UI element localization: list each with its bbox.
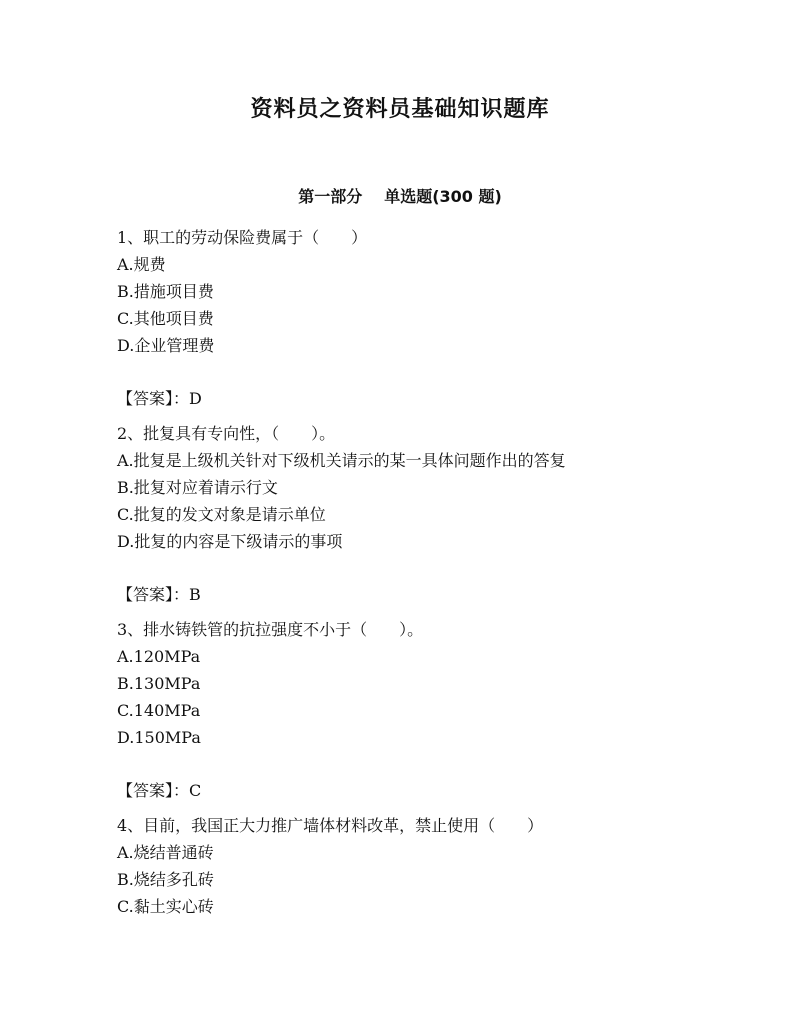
- option-b: B.批复对应着请示行文: [117, 478, 278, 497]
- answer-value: C: [189, 781, 202, 800]
- option-d: D.企业管理费: [117, 336, 215, 355]
- option-c: C.批复的发文对象是请示单位: [117, 505, 326, 524]
- option-a: A.烧结普通砖: [117, 843, 214, 862]
- section-part: 第一部分: [298, 187, 363, 206]
- answer-line: [117, 385, 757, 412]
- option-c: C.其他项目费: [117, 309, 214, 328]
- option-d: D.批复的内容是下级请示的事项: [117, 532, 343, 551]
- section-title: [0, 184, 800, 207]
- answer-line: [117, 777, 757, 804]
- option-a: A.规费: [117, 255, 166, 274]
- option-b: B.措施项目费: [117, 282, 214, 301]
- question-stem: 1、职工的劳动保险费属于（ ）: [117, 228, 368, 247]
- option-a: A.批复是上级机关针对下级机关请示的某一具体问题作出的答复: [117, 451, 566, 470]
- answer-label: 【答案】：: [117, 585, 190, 604]
- option-b: B.烧结多孔砖: [117, 870, 214, 889]
- option-c: C.黏土实心砖: [117, 897, 214, 916]
- answer-value: D: [189, 389, 202, 408]
- question-3: [117, 616, 757, 804]
- option-a: A.120MPa: [117, 647, 201, 666]
- option-c: C.140MPa: [117, 701, 201, 720]
- answer-value: B: [189, 585, 201, 604]
- question-stem: 2、批复具有专向性，（ ）。: [117, 424, 336, 443]
- option-b: B.130MPa: [117, 674, 201, 693]
- section-type: 单选题(300 题): [384, 187, 502, 206]
- document-title: 资料员之资料员基础知识题库: [250, 97, 550, 122]
- question-1: [117, 224, 757, 412]
- question-list: [117, 224, 757, 920]
- question-2: [117, 420, 757, 608]
- question-4: [117, 812, 757, 920]
- answer-label: 【答案】：: [117, 389, 190, 408]
- answer-label: 【答案】：: [117, 781, 190, 800]
- question-stem: 3、排水铸铁管的抗拉强度不小于（ ）。: [117, 620, 424, 639]
- question-stem: 4、目前，我国正大力推广墙体材料改革，禁止使用（ ）: [117, 816, 544, 835]
- option-d: D.150MPa: [117, 728, 201, 747]
- answer-line: [117, 581, 757, 608]
